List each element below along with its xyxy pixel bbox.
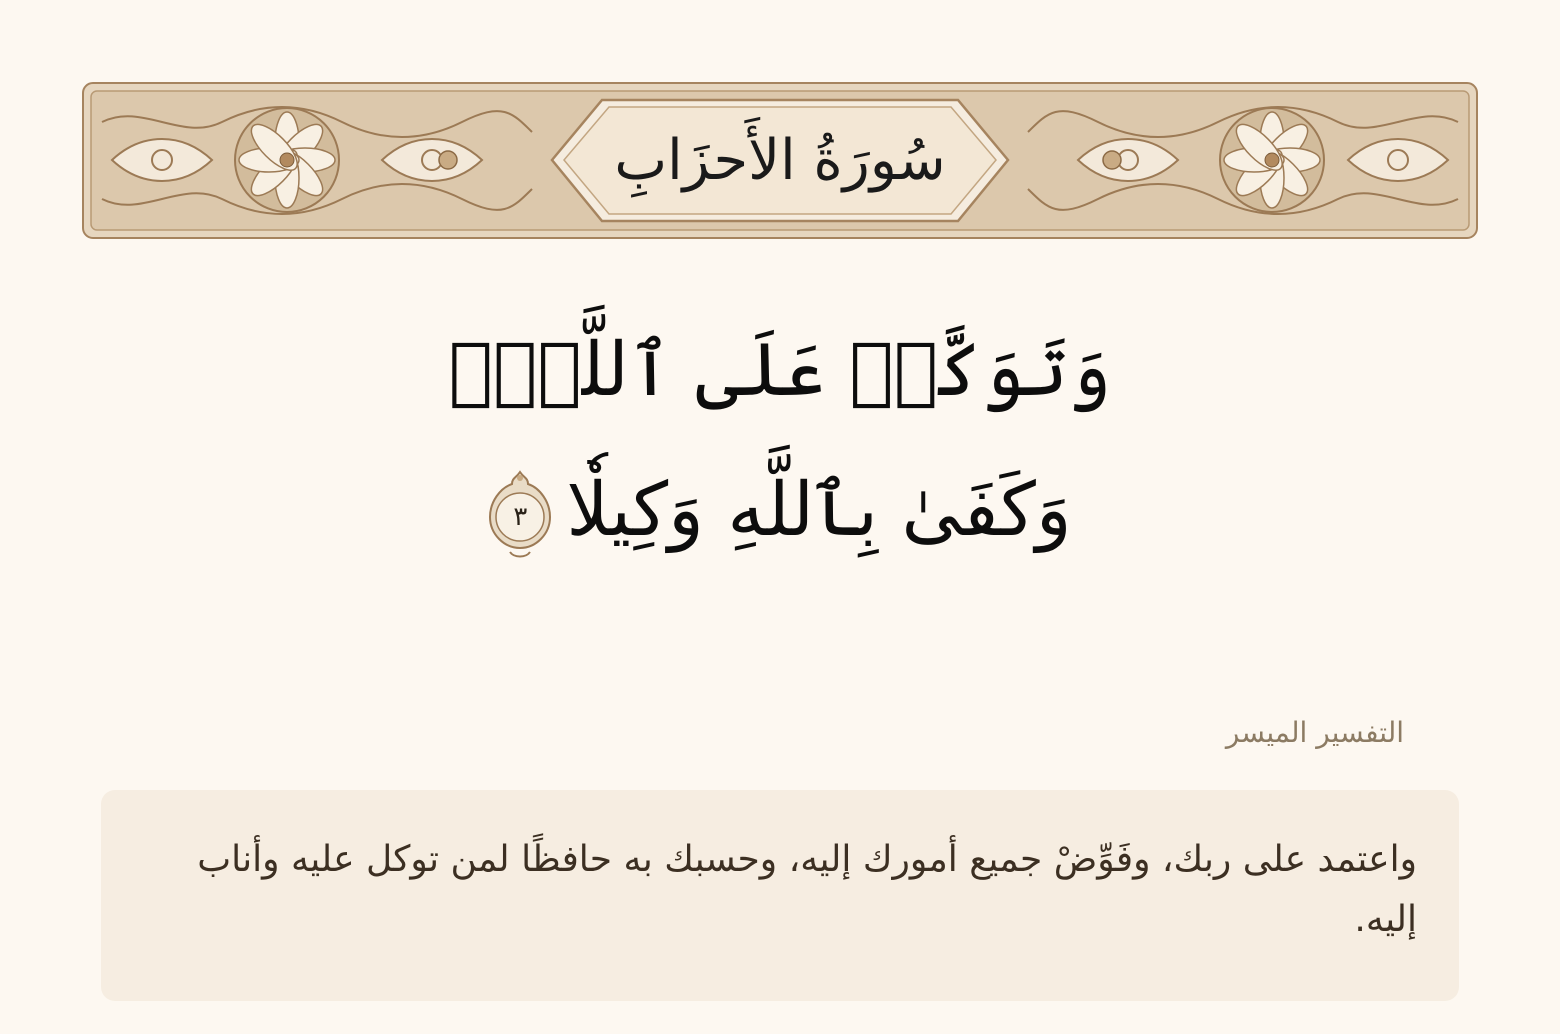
ayah-number: ٣	[513, 501, 528, 532]
tafsir-box	[101, 790, 1459, 1001]
verse-line-2-text: وَكَفَىٰ بِٱللَّهِ وَكِيلٗا	[566, 467, 1072, 553]
verse-text	[300, 300, 1260, 580]
surah-header-banner	[82, 82, 1478, 239]
verse-line-2	[300, 440, 1260, 580]
surah-title: سُورَةُ الأَحزَابِ	[614, 128, 946, 193]
tafsir-text: واعتمد على ربك، وفَوِّضْ جميع أمورك إليه، وحسبك به حافظًا لمن توكل عليه وأناب إليه.	[197, 839, 1417, 940]
verse-line-1: وَتَوَكَّلۡ عَلَى ٱللَّهِۚ	[448, 327, 1112, 413]
ayah-end-medallion-icon	[488, 470, 552, 562]
tafsir-label: التفسير الميسر	[1225, 716, 1404, 749]
